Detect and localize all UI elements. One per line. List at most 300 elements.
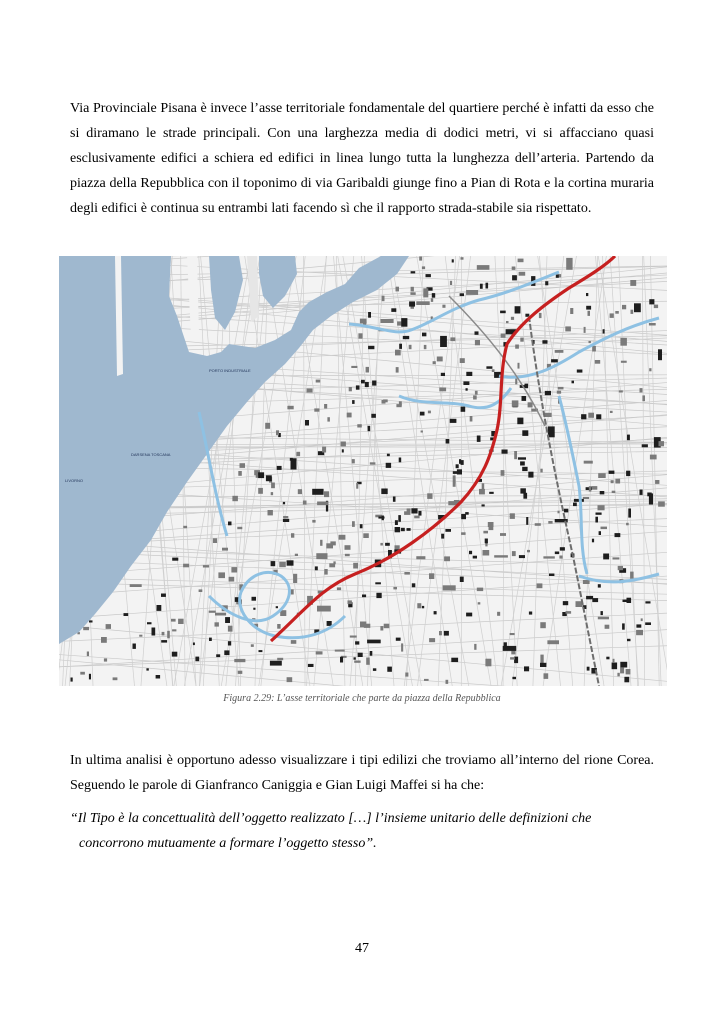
building (592, 598, 598, 602)
building (600, 491, 605, 494)
building (439, 631, 442, 635)
building (626, 523, 629, 526)
map-label-port-1: PORTO INDUSTRIALE (209, 368, 251, 373)
building (528, 402, 533, 407)
building (380, 543, 383, 546)
building (432, 293, 435, 298)
building (228, 626, 233, 632)
building (589, 486, 592, 491)
building (307, 389, 313, 393)
building (258, 472, 264, 478)
building (599, 531, 601, 535)
building (161, 640, 167, 643)
building (461, 257, 464, 260)
building (603, 329, 605, 333)
building (598, 584, 601, 587)
building (363, 533, 369, 538)
building (477, 588, 483, 592)
building (512, 677, 516, 679)
building (324, 404, 327, 409)
building (397, 321, 401, 325)
building (287, 406, 293, 410)
building (620, 662, 627, 668)
building (353, 563, 358, 569)
building (480, 284, 483, 289)
building (411, 287, 414, 292)
building (416, 556, 425, 559)
building (473, 395, 477, 399)
building (572, 381, 575, 384)
building (592, 539, 594, 543)
building (610, 411, 613, 413)
building (398, 515, 401, 522)
building (446, 439, 450, 444)
building (649, 299, 654, 304)
building (410, 292, 415, 295)
building (316, 553, 327, 559)
building (475, 391, 478, 395)
building (548, 521, 552, 524)
building (488, 522, 494, 527)
building (401, 318, 407, 327)
building (519, 272, 526, 276)
building (511, 317, 514, 320)
building (352, 459, 355, 463)
building (485, 659, 491, 667)
building (349, 387, 352, 391)
building (446, 680, 449, 684)
building (327, 417, 330, 421)
building (83, 627, 89, 630)
building (342, 449, 344, 452)
building (566, 611, 572, 614)
building (251, 644, 254, 647)
building (612, 663, 618, 670)
building (613, 659, 615, 662)
building (339, 535, 346, 540)
building (539, 313, 542, 318)
building (305, 420, 309, 426)
building (375, 582, 381, 584)
building (622, 305, 626, 309)
building (423, 288, 428, 297)
building (252, 597, 257, 601)
building (626, 669, 631, 674)
building (216, 654, 220, 657)
building (215, 622, 219, 626)
building (139, 635, 142, 637)
building (515, 345, 519, 349)
building (384, 624, 390, 629)
building (540, 622, 546, 628)
caniggia-maffei-quote (70, 806, 654, 856)
building (645, 601, 650, 603)
building (631, 310, 634, 314)
building (477, 436, 481, 442)
building (489, 492, 494, 494)
building (213, 538, 217, 543)
building (596, 513, 602, 515)
building (442, 305, 445, 308)
building (418, 511, 421, 516)
building (584, 327, 586, 333)
building (595, 360, 600, 364)
building (461, 514, 466, 519)
building (649, 323, 656, 326)
building (333, 561, 335, 564)
building (589, 341, 591, 343)
building (130, 584, 142, 587)
building (271, 483, 275, 489)
building (522, 430, 528, 436)
quote-line-2: concorrono mutuamente a formare l’oggetto stesso”. (79, 836, 377, 851)
building (71, 678, 73, 682)
building (240, 463, 246, 468)
building (587, 667, 590, 671)
building (437, 357, 443, 362)
building (295, 554, 298, 556)
building (463, 381, 469, 385)
building (172, 558, 178, 561)
building (283, 502, 285, 504)
building (360, 524, 363, 528)
building (412, 583, 416, 587)
building (641, 618, 643, 621)
building (293, 574, 297, 583)
building (497, 612, 500, 616)
building (518, 363, 520, 369)
building (584, 461, 593, 464)
building (658, 501, 665, 506)
building (555, 552, 559, 555)
building (650, 455, 657, 460)
building (466, 613, 472, 617)
building (549, 574, 554, 577)
building (253, 608, 255, 610)
building (393, 497, 396, 502)
building (234, 659, 245, 662)
building (395, 527, 401, 532)
building (642, 395, 645, 401)
building (440, 336, 447, 347)
building (270, 661, 282, 666)
building (634, 303, 641, 312)
building (366, 658, 370, 665)
building (429, 638, 435, 642)
building (573, 503, 577, 507)
building (229, 577, 235, 582)
building (367, 640, 381, 644)
building (195, 657, 199, 662)
building (372, 381, 376, 386)
building (443, 585, 456, 590)
building (403, 336, 409, 339)
building (411, 271, 416, 273)
building (222, 548, 228, 551)
building (510, 513, 515, 519)
building (601, 527, 608, 530)
building (475, 331, 479, 334)
building (620, 338, 627, 346)
building (358, 333, 362, 338)
building (598, 473, 606, 478)
building (133, 644, 136, 649)
building (417, 603, 421, 608)
building (113, 677, 118, 680)
building (659, 441, 665, 446)
building (368, 426, 371, 431)
building (559, 556, 562, 559)
building (459, 459, 461, 464)
building (658, 349, 662, 360)
building (89, 674, 91, 680)
building (545, 391, 551, 395)
building (225, 617, 230, 623)
building (494, 555, 508, 557)
building (605, 625, 610, 629)
building (209, 638, 212, 641)
building (452, 259, 454, 262)
building (428, 411, 431, 414)
building (439, 388, 446, 392)
building (368, 312, 371, 318)
building (441, 534, 444, 539)
building (364, 624, 371, 628)
building (540, 469, 542, 473)
building (361, 380, 365, 384)
building (520, 338, 523, 342)
building (426, 274, 431, 277)
building (583, 580, 590, 584)
building (647, 493, 651, 497)
building (627, 598, 632, 603)
building (89, 620, 93, 622)
building (465, 512, 469, 515)
building (535, 523, 541, 526)
building (352, 521, 355, 527)
building (354, 657, 356, 659)
building (444, 631, 449, 636)
building (396, 404, 401, 407)
building (172, 629, 176, 631)
building (401, 643, 403, 651)
building (586, 306, 591, 310)
building (517, 418, 523, 425)
building (315, 566, 318, 570)
building (386, 463, 391, 468)
building (522, 467, 527, 471)
map-label-city: LIVORNO (65, 478, 84, 483)
building (654, 305, 658, 309)
building (427, 493, 432, 499)
building (611, 480, 614, 483)
building (581, 414, 586, 419)
building (527, 550, 530, 552)
building (228, 522, 232, 526)
building (627, 435, 630, 441)
building (591, 486, 597, 490)
building (630, 572, 634, 579)
building (461, 407, 466, 412)
building (258, 488, 263, 494)
building (327, 621, 332, 626)
building (276, 606, 278, 608)
building (609, 471, 615, 474)
building (626, 471, 630, 476)
building (588, 311, 591, 316)
building (461, 532, 466, 535)
building (381, 319, 394, 323)
building (419, 256, 422, 260)
building (551, 359, 558, 362)
building (231, 567, 237, 572)
building (416, 301, 429, 305)
building (613, 557, 620, 559)
building (598, 617, 609, 620)
building (518, 457, 526, 459)
building (87, 652, 89, 657)
building (322, 447, 326, 453)
building (104, 658, 107, 661)
building (345, 554, 350, 556)
building (256, 472, 258, 477)
page-number: 47 (355, 941, 369, 956)
building (363, 319, 366, 325)
building (606, 657, 609, 660)
building (277, 624, 280, 629)
building (500, 533, 506, 536)
building (640, 490, 643, 495)
building (642, 444, 648, 447)
building (557, 391, 561, 394)
building (485, 539, 488, 544)
building (341, 442, 346, 447)
building (312, 520, 315, 523)
building (526, 517, 528, 525)
building (502, 450, 508, 454)
building (560, 547, 565, 550)
building (460, 577, 464, 582)
building (537, 583, 543, 588)
building (362, 595, 366, 598)
building (619, 390, 623, 392)
building (317, 502, 328, 506)
building (422, 266, 425, 269)
building (586, 293, 588, 296)
building (373, 668, 376, 671)
building (414, 516, 419, 519)
building (277, 658, 283, 660)
building (268, 510, 273, 515)
building (354, 661, 360, 663)
building (628, 509, 631, 518)
building (577, 370, 583, 373)
building (460, 293, 464, 296)
building (501, 334, 506, 338)
building (627, 639, 631, 641)
building (520, 488, 526, 493)
building (296, 452, 300, 456)
building (370, 462, 376, 464)
building (382, 400, 386, 404)
building (124, 613, 129, 616)
building (259, 650, 263, 652)
building (451, 658, 458, 662)
building (324, 569, 327, 575)
building (312, 489, 323, 495)
building (387, 454, 390, 457)
building (396, 638, 401, 641)
figure-caption: Figura 2.29: L’asse territoriale che parte da piazza della Repubblica (223, 693, 501, 704)
building (543, 556, 554, 558)
building (382, 296, 385, 302)
building (357, 424, 362, 427)
building (469, 551, 472, 554)
building (146, 668, 148, 670)
building (477, 265, 490, 270)
building (106, 624, 111, 629)
building (387, 667, 392, 672)
building (512, 267, 516, 270)
building (563, 601, 568, 605)
building (215, 613, 226, 616)
building (395, 350, 401, 356)
building (501, 470, 505, 476)
building (429, 573, 434, 579)
building (457, 469, 462, 474)
building (588, 413, 594, 418)
building (583, 497, 589, 499)
building (271, 561, 276, 566)
building (407, 509, 411, 514)
building (335, 650, 345, 652)
building (558, 511, 560, 514)
building (404, 572, 410, 575)
building (316, 652, 321, 654)
building (514, 451, 517, 459)
building (199, 589, 203, 592)
quote-line-1: “Il Tipo è la concettualità dell’oggetto realizzato […] l’insieme unitario delle definizioni che (70, 811, 592, 826)
building (596, 414, 601, 419)
building (570, 308, 573, 314)
building (473, 556, 477, 559)
building (528, 472, 533, 478)
building (510, 657, 515, 659)
building (612, 491, 616, 493)
building (450, 281, 452, 285)
building (595, 517, 598, 523)
building (504, 642, 507, 646)
building (483, 550, 490, 556)
building (352, 400, 355, 404)
building (378, 517, 384, 519)
building (620, 667, 624, 673)
building (474, 644, 476, 650)
building (482, 483, 485, 489)
building (483, 531, 488, 534)
building (544, 673, 549, 679)
building (391, 308, 396, 312)
building (512, 275, 517, 280)
building (266, 475, 272, 481)
building (558, 387, 564, 390)
city-map (59, 256, 667, 686)
building (350, 636, 357, 638)
building (395, 520, 398, 525)
building (506, 321, 509, 323)
building (411, 306, 415, 308)
building (556, 275, 559, 278)
